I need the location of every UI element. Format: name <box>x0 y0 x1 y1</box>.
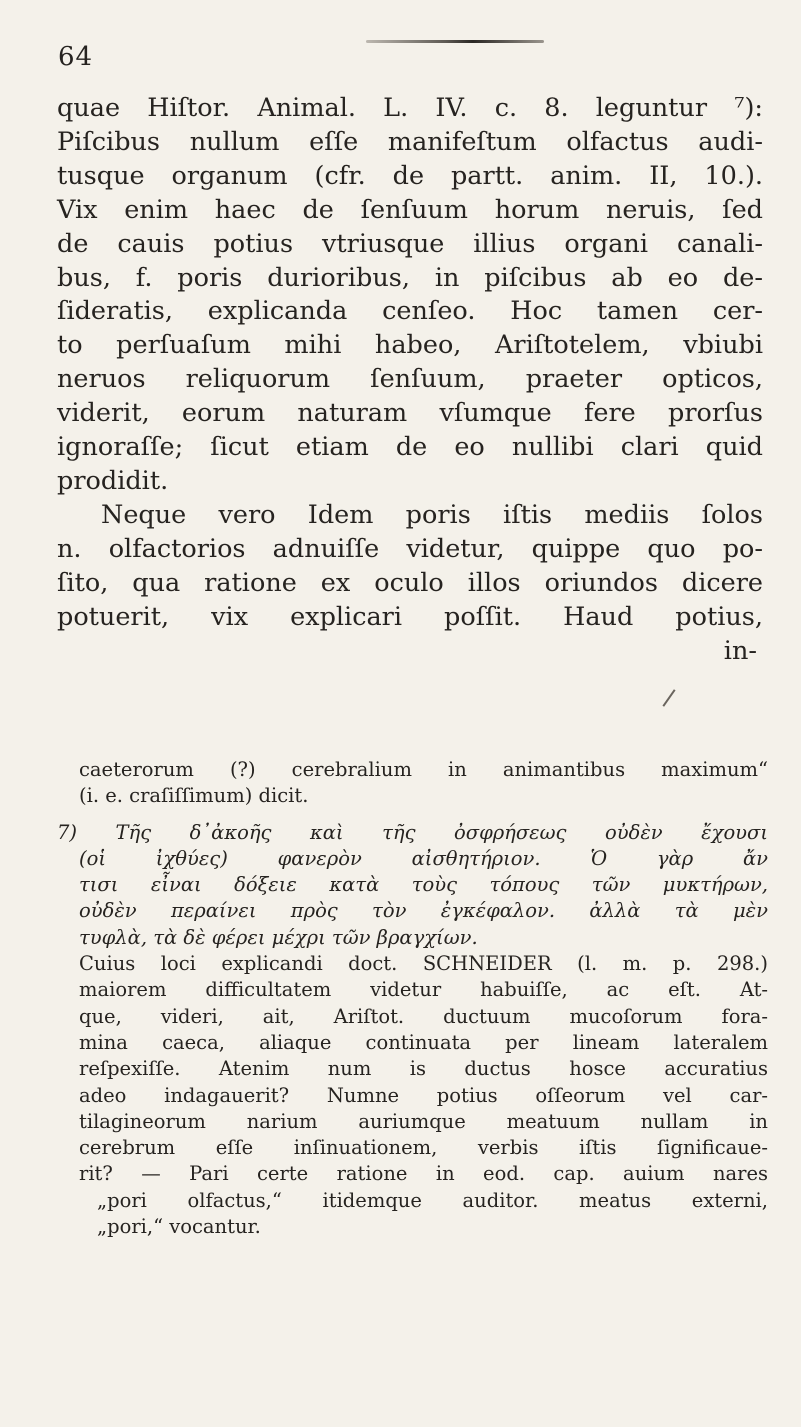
text-line: de cauis potius vtriusque illius organi canali- <box>57 228 763 259</box>
stray-mark <box>662 689 675 707</box>
footnote-line: tilagineorum narium auriumque meatuum nullam in <box>79 1109 768 1133</box>
footnote-line: rit? — Pari certe ratione in eod. cap. auium nares <box>79 1162 768 1186</box>
text-line: prodidit. <box>57 465 169 496</box>
footnotes <box>57 757 768 1240</box>
footnote-line: caeterorum (?) cerebralium in animantibus maximum“ <box>79 758 768 781</box>
footnote-line: „pori olfactus,“ itidemque auditor. meatus externi, <box>97 1188 768 1212</box>
text-line: Piſcibus nullum eſſe manifeſtum olfactus audi- <box>57 126 763 157</box>
footnote-line: adeo indagauerit? Numne potius oſſeorum vel car- <box>79 1083 768 1107</box>
footnote-line: Cuius loci explicandi doct. SCHNEIDER (l. m. p. 298.) <box>79 952 768 976</box>
text-line: Vix enim haec de ſenſuum horum neruis, ſed <box>57 194 763 225</box>
footnote-line: (i. e. craſiſſimum) dicit. <box>79 784 309 808</box>
text-line: to perſuaſum mihi habeo, Ariſtotelem, vbiubi <box>57 330 763 361</box>
footnote-line: „pori,“ vocantur. <box>97 1215 261 1239</box>
catchword: in- <box>723 635 757 666</box>
text-line: potuerit, vix explicari poſſit. Haud potius, <box>57 601 763 632</box>
text-line: viderit, eorum naturam vſumque fere prorſus <box>57 398 763 429</box>
footnote-line: τυφλὰ, τὰ δὲ φέρει μέχρι τῶν βραγχίων. <box>79 925 478 949</box>
text-line: ignoraſſe; ſicut etiam de eo nullibi clari quid <box>57 432 763 463</box>
footnote-line: τισι εἶναι δόξειε κατὰ τοὺς τόπους τῶν μυκτήρων, <box>79 873 768 897</box>
main-text <box>57 92 763 668</box>
page-number: 64 <box>58 42 94 72</box>
footnote-line: (οἱ ἰχθύες) φανερὸν αἰσθητήριον. Ὁ γὰρ ἄν <box>79 846 768 870</box>
footnote-line: cerebrum eſſe inſinuationem, verbis iſtis ſignificaue- <box>79 1136 768 1160</box>
footnote-line: mina caeca, aliaque continuata per lineam lateralem <box>79 1030 768 1054</box>
footnote-line: οὐδὲν περαίνει πρὸς τὸν ἐγκέφαλον. ἀλλὰ τὰ μὲν <box>79 899 768 923</box>
text-line: tusque organum (cfr. de partt. anim. II, 10.). <box>57 160 763 191</box>
text-line: Neque vero Idem poris iſtis mediis ſolos <box>101 499 763 530</box>
footnote-line: que, videri, ait, Ariſtot. ductuum mucoſorum fora- <box>79 1004 768 1028</box>
text-line: neruos reliquorum ſenſuum, praeter opticos, <box>57 364 763 395</box>
text-line: bus, f. poris durioribus, in piſcibus ab eo de- <box>57 262 763 293</box>
text-line: n. olfactorios adnuiſſe videtur, quippe quo po- <box>57 533 763 564</box>
text-line: ſideratis, explicanda cenſeo. Hoc tamen cer- <box>57 296 763 327</box>
footnote-line: maiorem difficultatem videtur habuiſſe, ac eſt. At- <box>79 978 768 1002</box>
footnote-line: 7) Τῆς δ᾽ἀκοῆς καὶ τῆς ὀσφρήσεως οὐδὲν ἔχουσι <box>57 820 768 844</box>
header-rule <box>366 40 544 43</box>
footnote-line: reſpexiſſe. Atenim num is ductus hosce accuratius <box>79 1057 768 1081</box>
text-line: ſito, qua ratione ex oculo illos oriundos dicere <box>57 567 763 598</box>
text-line: quae Hiſtor. Animal. L. IV. c. 8. leguntur ⁷): <box>57 93 763 123</box>
